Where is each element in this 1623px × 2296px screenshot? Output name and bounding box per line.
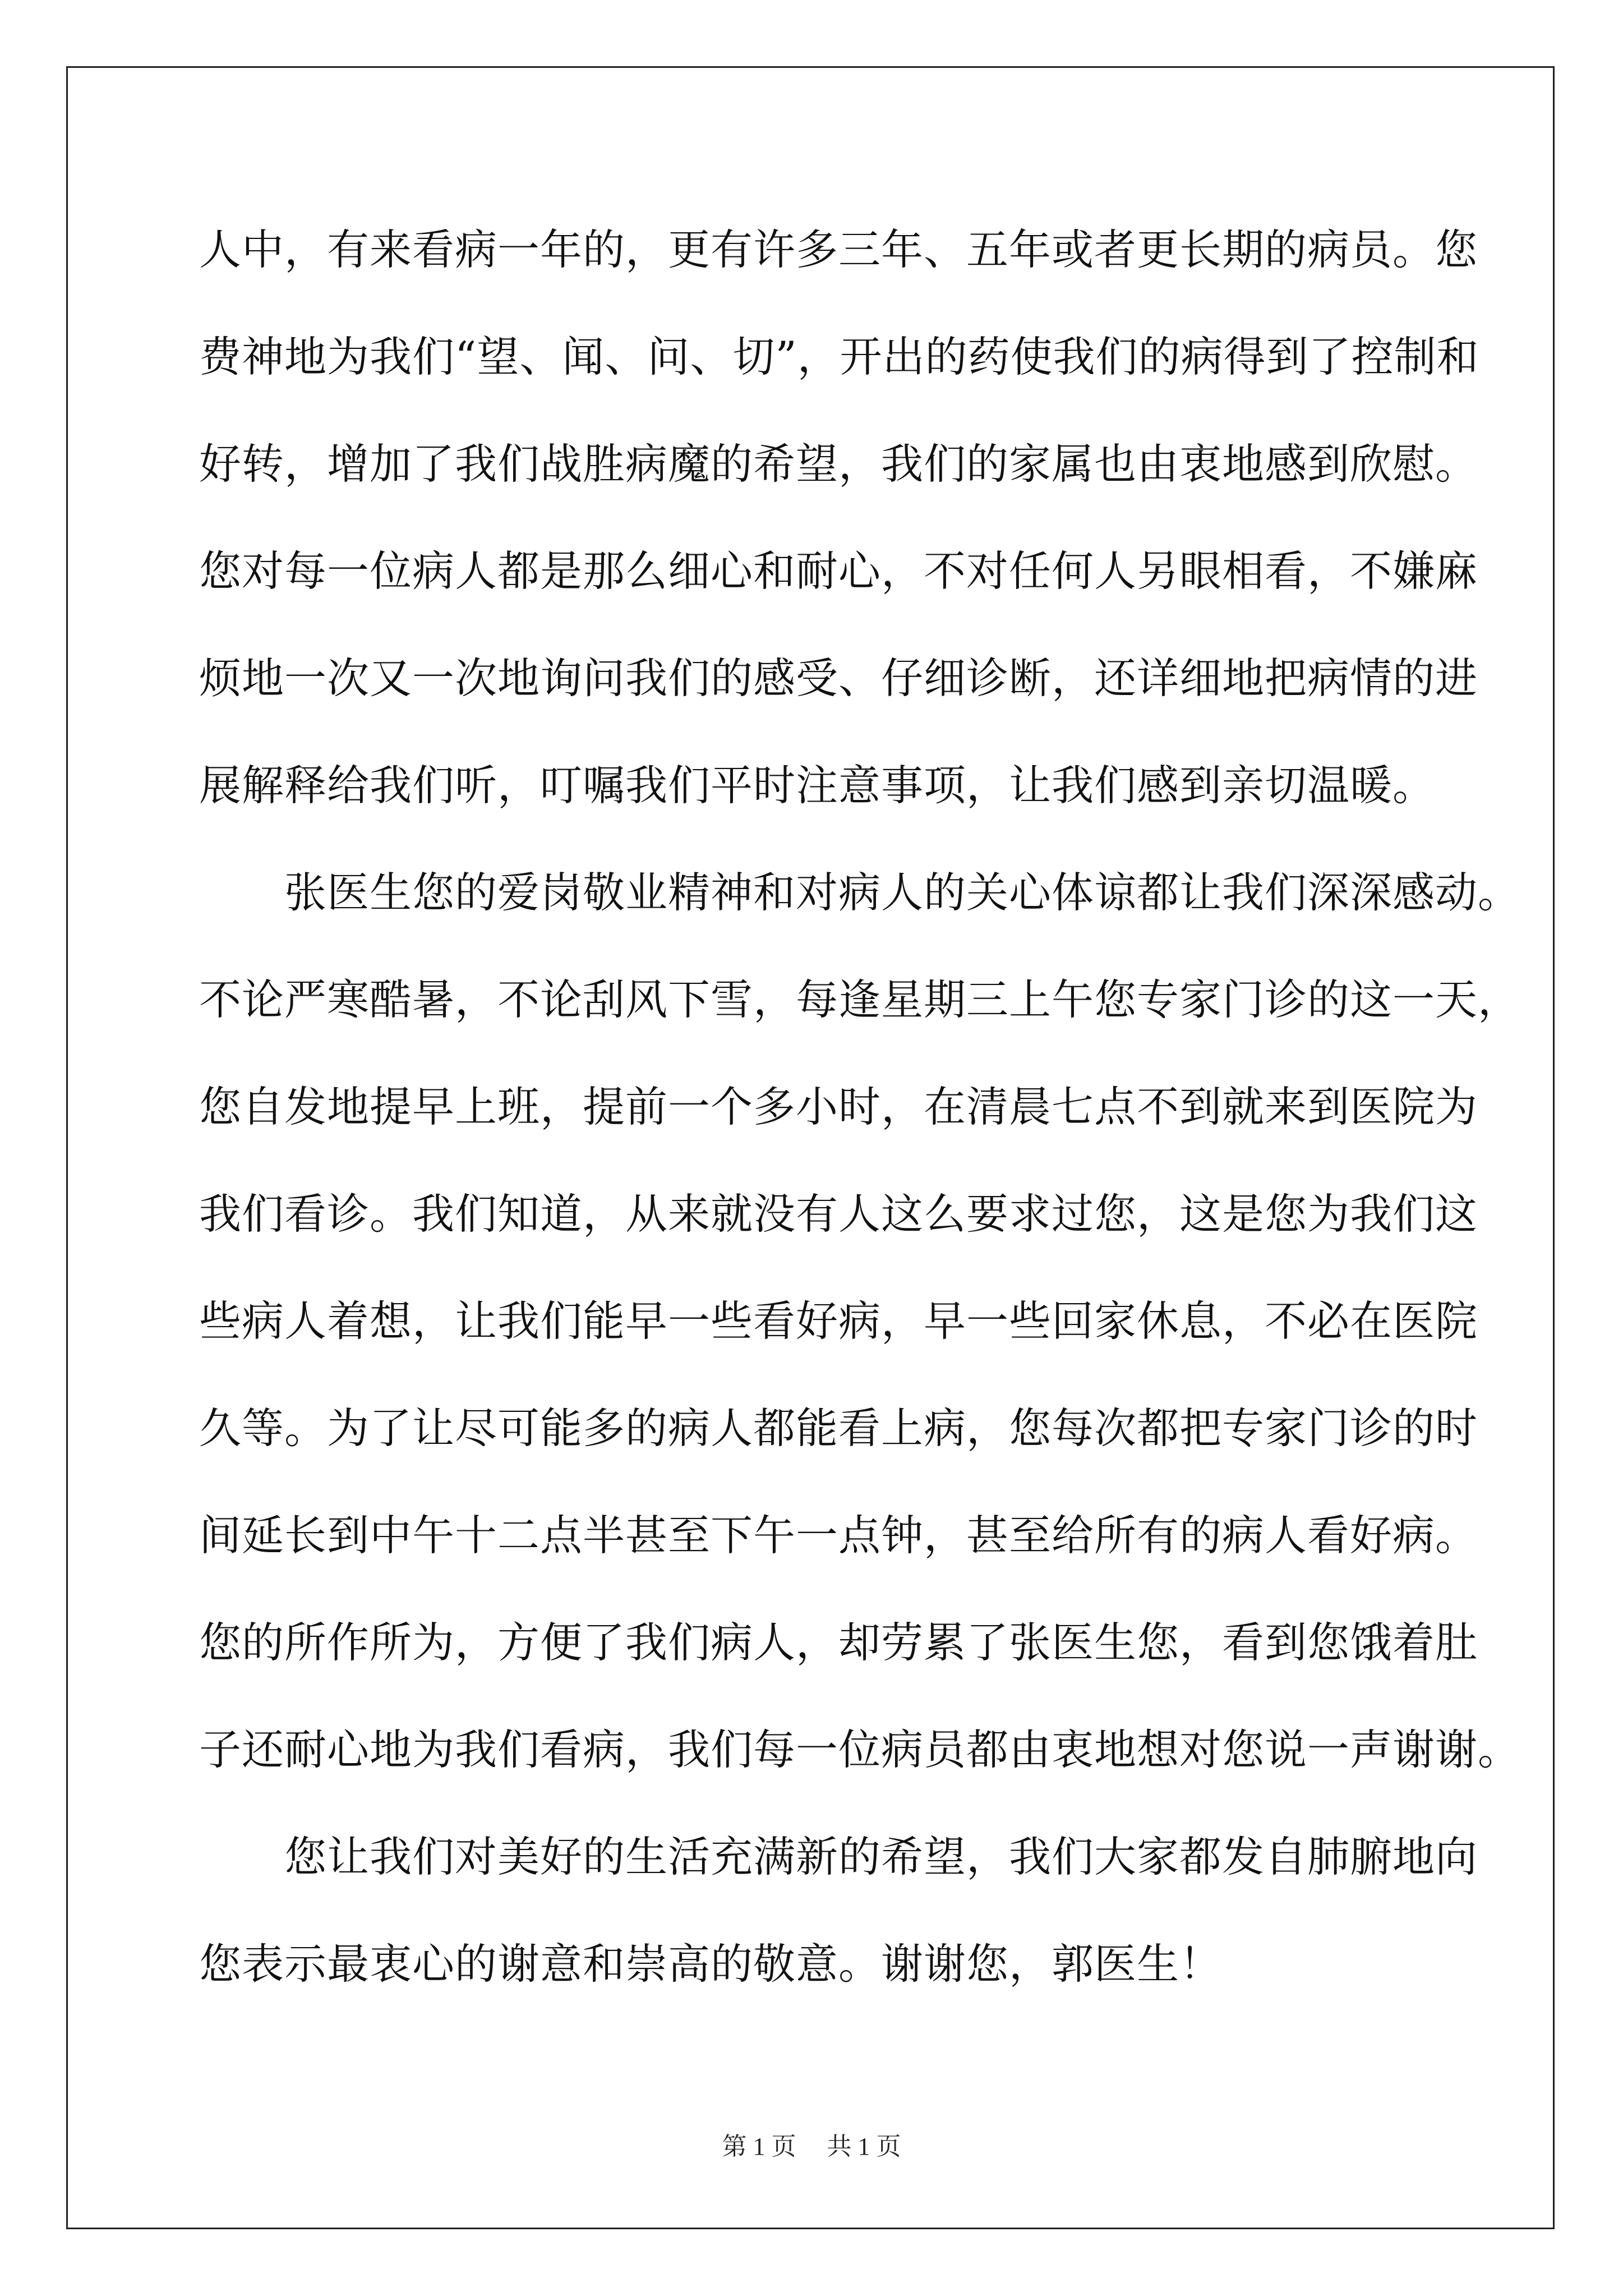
- text-line: 间延长到中午十二点半甚至下午一点钟，甚至给所有的病人看好病。: [199, 1511, 1478, 1560]
- text-line: 展解释给我们听，叮嘱我们平时注意事项，让我们感到亲切温暖。: [199, 761, 1436, 810]
- text-line: 子还耐心地为我们看病，我们每一位病员都由衷地想对您说一声谢谢。: [199, 1725, 1521, 1774]
- text-line: 您表示最衷心的谢意和崇高的敬意。谢谢您，郭医生！: [199, 1939, 1223, 1989]
- text-line: 不论严寒酷暑，不论刮风下雪，每逢星期三上午您专家门诊的这一天，: [199, 975, 1521, 1024]
- page-number: 第 1 页: [722, 2133, 796, 2160]
- text-line: 久等。为了让尽可能多的病人都能看上病，您每次都把专家门诊的时: [199, 1404, 1478, 1453]
- text-line: 您让我们对美好的生活充满新的希望，我们大家都发自肺腑地向: [199, 1832, 1478, 1881]
- text-line: 些病人着想，让我们能早一些看好病，早一些回家休息，不必在医院: [199, 1296, 1478, 1346]
- letter-body: [199, 213, 1521, 2035]
- text-line: 人中，有来看病一年的，更有许多三年、五年或者更长期的病员。您: [199, 225, 1478, 274]
- page-footer: [0, 2126, 1623, 2162]
- text-line: 好转，增加了我们战胜病魔的希望，我们的家属也由衷地感到欣慰。: [199, 439, 1478, 489]
- text-line: 您自发地提早上班，提前一个多小时，在清晨七点不到就来到医院为: [199, 1082, 1478, 1131]
- text-line: 您对每一位病人都是那么细心和耐心，不对任何人另眼相看，不嫌麻: [199, 546, 1478, 596]
- text-line: 我们看诊。我们知道，从来就没有人这么要求过您，这是您为我们这: [199, 1189, 1478, 1239]
- page-count: 共 1 页: [827, 2133, 901, 2160]
- text-line: 您的所作所为，方便了我们病人，却劳累了张医生您，看到您饿着肚: [199, 1618, 1478, 1667]
- text-line: 费神地为我们“望、闻、问、切”，开出的药使我们的病得到了控制和: [199, 332, 1479, 381]
- text-line: 张医生您的爱岗敬业精神和对病人的关心体谅都让我们深深感动。: [199, 868, 1521, 917]
- text-line: 烦地一次又一次地询问我们的感受、仔细诊断，还详细地把病情的进: [199, 654, 1478, 703]
